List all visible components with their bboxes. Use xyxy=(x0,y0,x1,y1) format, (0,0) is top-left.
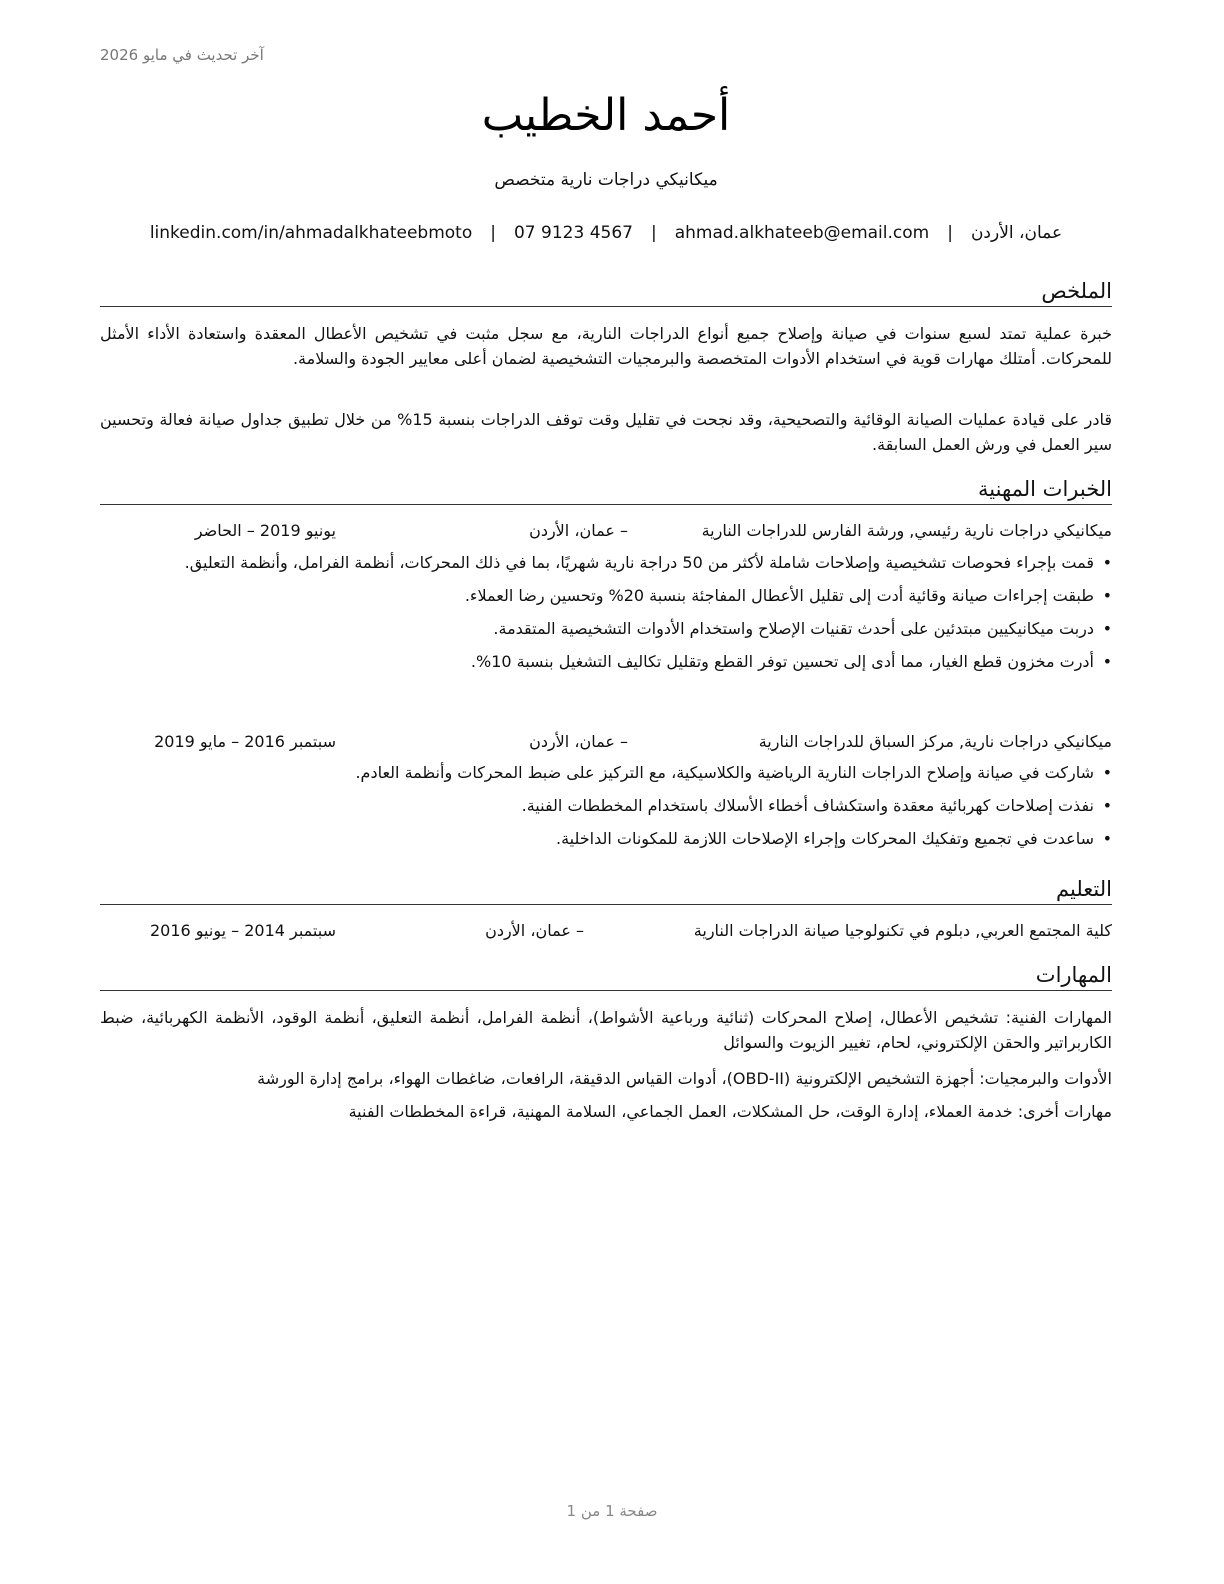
job-title: ميكانيكي دراجات نارية, مركز السباق للدراجات النارية xyxy=(758,732,1112,751)
job-title: ميكانيكي دراجات نارية رئيسي, ورشة الفارس للدراجات النارية xyxy=(701,521,1112,540)
education-dates: سبتمبر 2014 – يونيو 2016 xyxy=(149,921,336,940)
list-item: • شاركت في صيانة وإصلاح الدراجات النارية الرياضية والكلاسيكية، مع التركيز على ضبط المحركات وأنظمة العادم. xyxy=(100,760,1112,785)
education-heading: التعليم xyxy=(100,876,1112,905)
contact-separator: | xyxy=(650,223,657,243)
list-item: • نفذت إصلاحات كهربائية معقدة واستكشاف أخطاء الأسلاك باستخدام المخططات الفنية. xyxy=(100,793,1112,818)
skills-other: مهارات أخرى: خدمة العملاء، إدارة الوقت، حل المشكلات، العمل الجماعي، السلامة المهنية، قراءة المخططات الفنية xyxy=(348,1102,1112,1121)
summary-heading: الملخص xyxy=(100,278,1112,307)
job-subtitle: ميكانيكي دراجات نارية متخصص xyxy=(494,170,718,190)
list-item: • ساعدت في تجميع وتفكيك المحركات وإجراء الإصلاحات اللازمة للمكونات الداخلية. xyxy=(100,826,1112,851)
page-number: صفحة 1 من 1 xyxy=(566,1502,658,1520)
summary-paragraph: قادر على قيادة عمليات الصيانة الوقائية والتصحيحية، وقد نجحت في تقليل وقت توقف الدراجات بنسبة 15% من خلال تطبيق جداول صيانة فعالة وتحسين سير العمل في ورش العمل السابقة. xyxy=(100,410,1112,454)
experience-heading: الخبرات المهنية xyxy=(100,476,1112,505)
contact-separator: | xyxy=(947,223,953,243)
list-item: • دربت ميكانيكيين مبتدئين على أحدث تقنيات الإصلاح واستخدام الأدوات التشخيصية المتقدمة. xyxy=(100,616,1112,641)
education-location: – عمان، الأردن xyxy=(485,921,584,940)
contact-location: عمان، الأردن xyxy=(970,223,1063,243)
job-bullets xyxy=(100,550,1112,682)
skills-tools: الأدوات والبرمجيات: أجهزة التشخيص الإلكترونية (OBD-II)، أدوات القياس الدقيقة، الرافعات، ضاغطات الهواء، برامج إدارة الورشة xyxy=(257,1069,1112,1088)
list-item: • قمت بإجراء فحوصات تشخيصية وإصلاحات شاملة لأكثر من 50 دراجة نارية شهريًا، بما في ذلك المحركات، أنظمة الفرامل، وأنظمة التعليق. xyxy=(100,550,1112,575)
job-location: – عمان، الأردن xyxy=(529,732,628,751)
summary-paragraph: خبرة عملية تمتد لسبع سنوات في صيانة وإصلاح جميع أنواع الدراجات النارية، مع سجل مثبت في تشخيص الأعطال المعقدة واستعادة الأداء الأمثل للمحركات. أمتلك مهارات قوية في استخدام الأدوات المتخصصة والبرمجيات التشخيصية لضمان أعلى معايير الجودة والسلامة. xyxy=(100,324,1112,368)
list-item: • أدرت مخزون قطع الغيار، مما أدى إلى تحسين توفر القطع وتقليل تكاليف التشغيل بنسبة 10%. xyxy=(100,649,1112,674)
contact-separator: | xyxy=(490,223,496,243)
job-dates: سبتمبر 2016 – مايو 2019 xyxy=(154,732,336,751)
job-dates: يونيو 2019 – الحاضر xyxy=(194,521,336,540)
last-updated-note: آخر تحديث في مايو 2026 xyxy=(100,46,264,64)
job-bullets xyxy=(100,760,1112,859)
contact-phone: 07 9123 4567 xyxy=(513,223,633,243)
skills-heading: المهارات xyxy=(100,962,1112,991)
job-location: – عمان، الأردن xyxy=(529,521,628,540)
education-entry xyxy=(100,920,1112,942)
contact-linkedin[interactable]: linkedin.com/in/ahmadalkhateebmoto xyxy=(149,223,473,243)
education-title: كلية المجتمع العربي, دبلوم في تكنولوجيا صيانة الدراجات النارية xyxy=(693,921,1112,940)
skills-technical: المهارات الفنية: تشخيص الأعطال، إصلاح المحركات (ثنائية ورباعية الأشواط)، أنظمة الفرامل، أنظمة التعليق، أنظمة الوقود، الأنظمة الكهربائية، ضبط الكاربراتير والحقن الإلكتروني، لحام، تغيير الزيوت والسوائل xyxy=(100,1008,1112,1052)
candidate-name: أحمد الخطيب xyxy=(481,90,731,141)
job-header xyxy=(100,520,1112,542)
job-header xyxy=(100,731,1112,753)
contact-email[interactable]: ahmad.alkhateeb@email.com xyxy=(674,223,930,243)
list-item: • طبقت إجراءات صيانة وقائية أدت إلى تقليل الأعطال المفاجئة بنسبة 20% وتحسين رضا العملاء. xyxy=(100,583,1112,608)
contact-line xyxy=(100,223,1112,243)
